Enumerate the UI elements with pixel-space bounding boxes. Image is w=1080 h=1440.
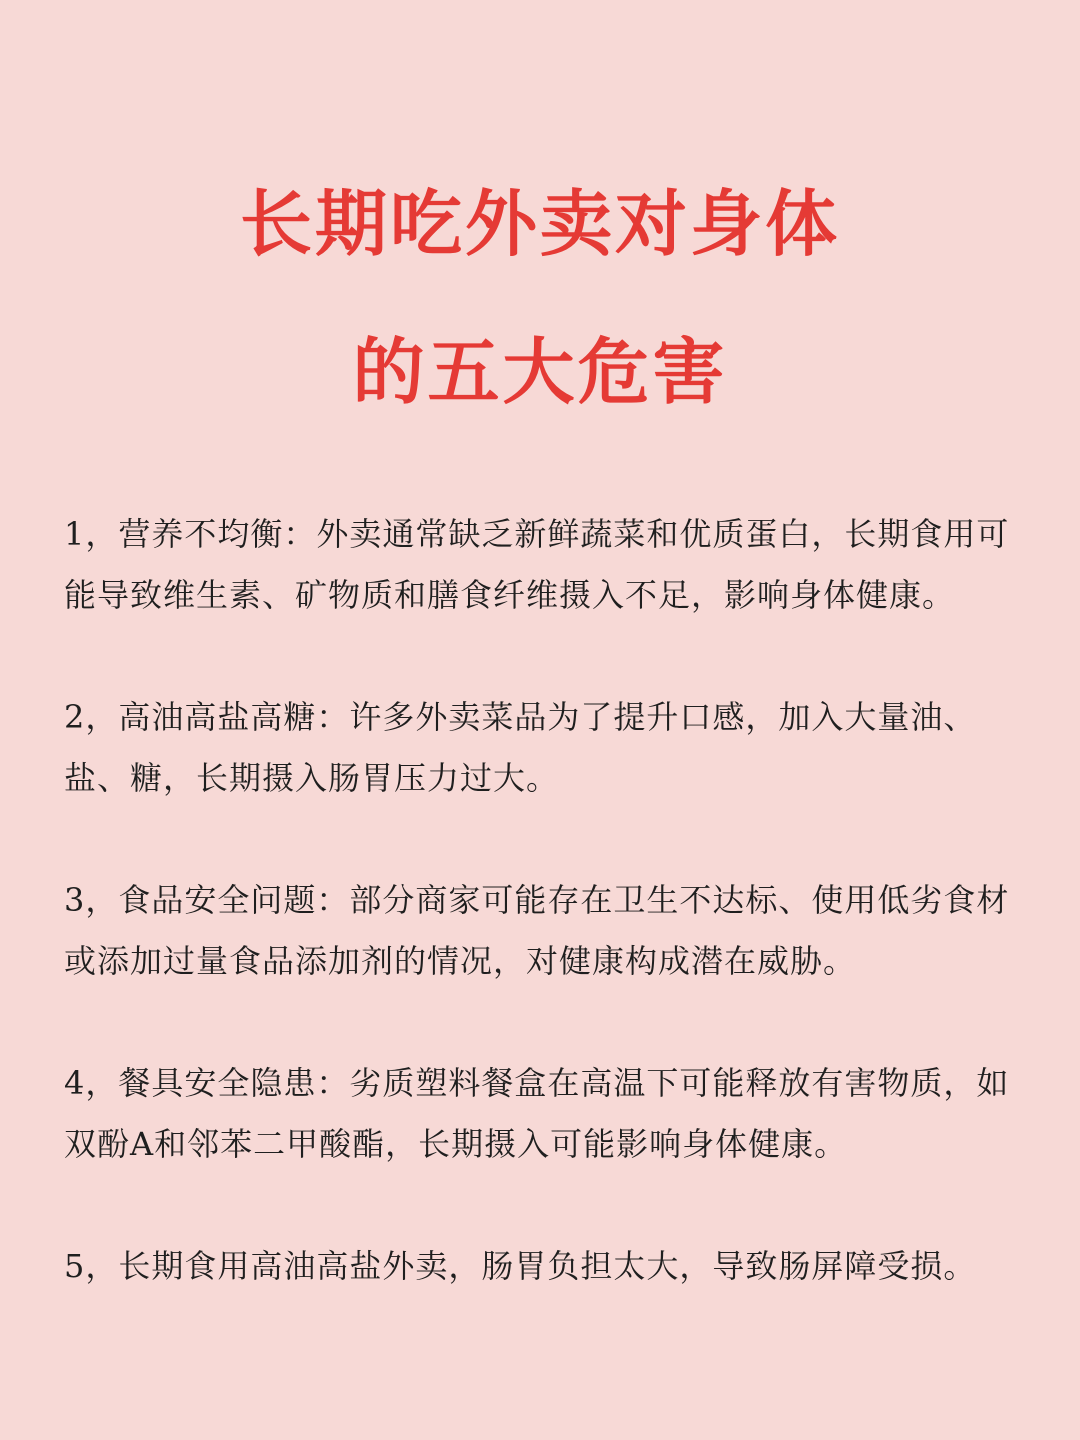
page-title-line-1: 长期吃外卖对身体 — [239, 181, 840, 266]
hazard-item-1: 1，营养不均衡：外卖通常缺乏新鲜蔬菜和优质蛋白，长期食用可能导致维生素、矿物质和膳食纤维摄入不足，影响身体健康。 — [64, 515, 1010, 614]
hazard-item-3: 3，食品安全问题：部分商家可能存在卫生不达标、使用低劣食材或添加过量食品添加剂的情况，对健康构成潜在威胁。 — [64, 881, 1010, 980]
page-title-line-2: 的五大危害 — [352, 329, 728, 414]
hazard-item-4: 4，餐具安全隐患：劣质塑料餐盒在高温下可能释放有害物质，如双酚A和邻苯二甲酸酯，长期摄入可能影响身体健康。 — [64, 1064, 1010, 1163]
hazard-item-2: 2，高油高盐高糖：许多外卖菜品为了提升口感，加入大量油、盐、糖，长期摄入肠胃压力过大。 — [64, 698, 977, 797]
hazard-item-5: 5，长期食用高油高盐外卖，肠胃负担太大，导致肠屏障受损。 — [64, 1247, 977, 1285]
